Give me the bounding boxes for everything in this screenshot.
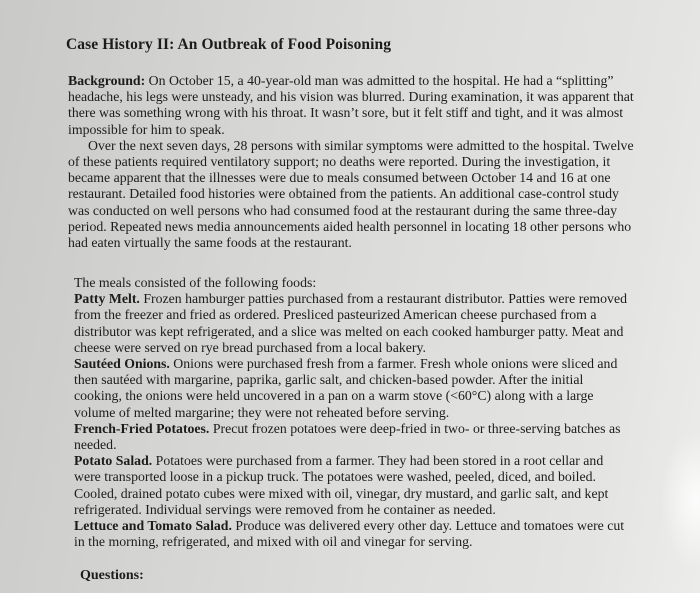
- meal-item-text: Potatoes were purchased from a farmer. They had been stored in a root cellar and were transported loose in a pickup truck. The potatoes were washed, peeled, diced, and boiled. Cooled, drained potato cubes were mixed with oil, vinegar, dry mustard, and garlic salt, and kept refrigerated. Individual servings were removed from he container as needed.: [74, 453, 609, 517]
- meal-item-text: Precut frozen potatoes were deep-fried in two- or three-serving batches as needed.: [74, 420, 621, 453]
- questions-heading: Questions:: [80, 568, 144, 583]
- light-glare: [660, 430, 700, 570]
- meal-item-text: Onions were purchased fresh from a farmer. Fresh whole onions were sliced and then sautéed with margarine, paprika, garlic salt, and chicken-based powder. After the initial cooking, the onions were held uncovered in a pan on a warm stove (<60°C) along with a large volume of melted margarine; they were not reheated before serving.: [74, 356, 618, 420]
- background-label: Background:: [68, 73, 146, 88]
- meal-item-name: Lettuce and Tomato Salad.: [74, 518, 232, 534]
- meals-intro: The meals consisted of the following foods:: [74, 275, 317, 290]
- background-paragraph-2: Over the next seven days, 28 persons with similar symptoms were admitted to the hospital. Twelve of these patients required ventilatory support; no deaths were reported. During the investigation, it became apparent that the illnesses were due to meals consumed between October 14 and 16 at one restaurant. Detailed food histories were obtained from the patients. An additional case-control study was conducted on well persons who had consumed food at the restaurant during the same three-day period. Repeated news media announcements aided health personnel in locating 18 other persons who had eaten virtually the same foods at the restaurant.: [68, 137, 634, 251]
- meal-item-text: Frozen hamburger patties purchased from a restaurant distributor. Patties were removed from the freezer and fried as ordered. Presliced pasteurized American cheese purchased from a distributor was kept refrigerated, and a slice was melted on each cooked hamburger patty. Meat and cheese were served on rye bread purchased from a local bakery.: [74, 291, 627, 355]
- meal-item-lettuce-tomato-salad: [74, 518, 630, 550]
- meal-item-patty-melt: [74, 291, 630, 356]
- meal-item-name: Patty Melt.: [74, 291, 140, 307]
- meals-section: [74, 275, 630, 550]
- meal-item-french-fries: [74, 421, 630, 453]
- meal-item-name: Sautéed Onions.: [74, 356, 170, 372]
- meal-item-name: Potato Salad.: [74, 453, 153, 469]
- background-section: [68, 73, 636, 251]
- background-paragraph-1: [68, 73, 636, 138]
- case-title: Case History II: An Outbreak of Food Poisoning: [66, 36, 392, 53]
- meal-item-name: French-Fried Potatoes.: [74, 420, 210, 436]
- meal-item-sauteed-onions: [74, 356, 630, 421]
- meal-item-potato-salad: [74, 453, 630, 518]
- background-text-1: On October 15, a 40-year-old man was admitted to the hospital. He had a “splitting” headache, his legs were unsteady, and his vision was blurred. During examination, it was apparent that there was something wrong with his throat. It wasn’t sore, but it felt stiff and tight, and it was almost impossible for him to speak.: [68, 73, 634, 137]
- meal-item-text: Produce was delivered every other day. Lettuce and tomatoes were cut in the morning, refrigerated, and mixed with oil and vinegar for serving.: [74, 518, 625, 550]
